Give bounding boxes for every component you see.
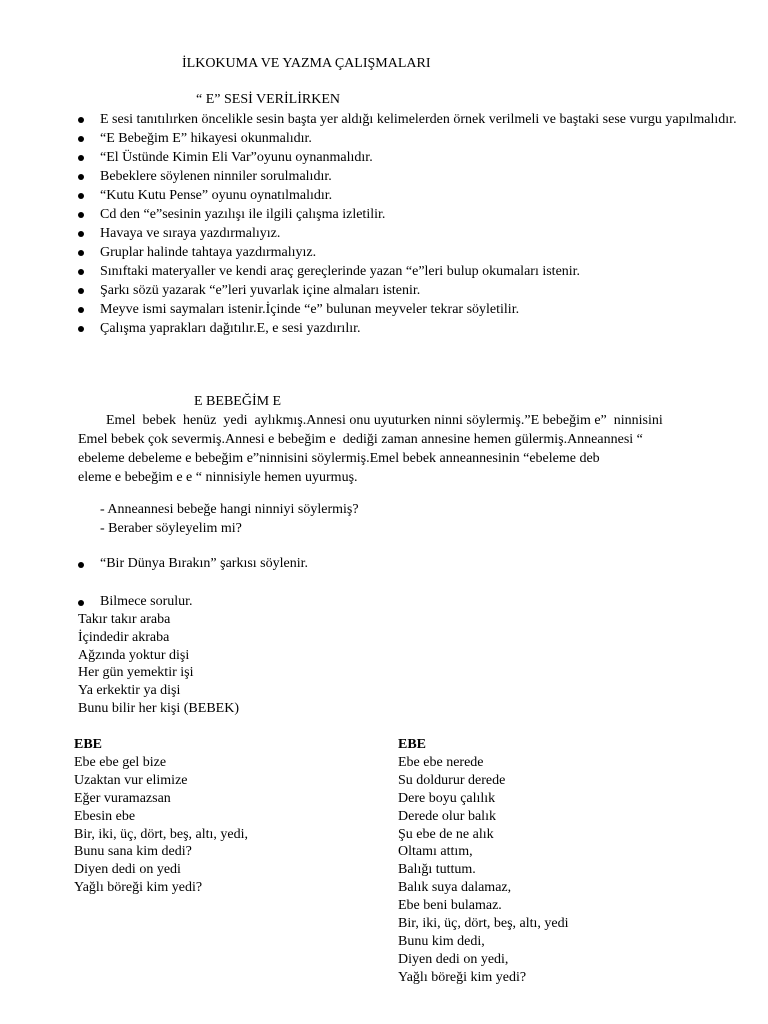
list-item [0, 281, 740, 300]
ebe-right-line: Bir, iki, üç, dört, beş, altı, yedi [398, 916, 569, 932]
section-subtitle: “ E” SESİ VERİLİRKEN [196, 92, 340, 107]
ebe-left-line: Eğer vuramazsan [74, 790, 171, 806]
ebe-left-line: Yağlı böreği kim yedi? [74, 880, 203, 896]
story-line: Emel bebek henüz yedi aylıkmış.Annesi onu uyuturken ninni söylermiş.”E bebeğim e” ninnisini [78, 413, 663, 428]
story-title: E BEBEĞİM E [194, 394, 282, 409]
list-item [0, 243, 740, 262]
ebe-right-line: Su doldurur derede [398, 772, 506, 788]
riddle-bullet-text: Bilmece sorulur. [100, 594, 193, 609]
story-line: Emel bebek çok severmiş.Annesi e bebeğim e dediği zaman annesine hemen gülermiş.Anneannesi “ [78, 432, 643, 447]
riddle-line: Takır takır araba [78, 612, 171, 627]
riddle-line: Her gün yemektir işi [78, 665, 194, 681]
page-title: İLKOKUMA VE YAZMA ÇALIŞMALARI [182, 56, 431, 71]
list-item-text: Meyve ismi saymaları istenir.İçinde “e” bulunan meyveler tekrar söyletilir. [100, 302, 520, 317]
ebe-left-line: Uzaktan vur elimize [74, 772, 188, 788]
list-item-text: Bebeklere söylenen ninniler sorulmalıdır. [100, 169, 332, 184]
list-item [0, 300, 740, 319]
story-question: - Beraber söyleyelim mi? [100, 521, 242, 536]
story-question: - Anneannesi bebeğe hangi ninniyi söylermiş? [100, 502, 359, 517]
story-line: eleme e bebeğim e e “ ninnisiyle hemen uyurmuş. [78, 470, 358, 485]
ebe-right-line: Diyen dedi on yedi, [398, 951, 509, 967]
bullet-icon [78, 212, 84, 218]
bullet-icon [78, 562, 84, 568]
ebe-right-column [398, 736, 569, 987]
story-text [78, 411, 748, 487]
ebe-right-line: Balık suya dalamaz, [398, 880, 512, 896]
bullet-icon [78, 307, 84, 313]
ebe-left-line: Bunu sana kim dedi? [74, 844, 192, 860]
list-item-text: Gruplar halinde tahtaya yazdırmalıyız. [100, 245, 317, 260]
list-item [0, 148, 740, 167]
riddle-text [78, 611, 239, 718]
ebe-left-line: Bir, iki, üç, dört, beş, altı, yedi, [74, 826, 249, 842]
list-item-text: Sınıftaki materyaller ve kendi araç gereçlerinde yazan “e”leri bulup okumaları istenir. [100, 264, 581, 279]
bullet-icon [78, 269, 84, 275]
bullet-icon [78, 326, 84, 332]
list-item-text: “E Bebeğim E” hikayesi okunmalıdır. [100, 131, 312, 146]
story-line: ebeleme debeleme e bebeğim e”ninnisini söylermiş.Emel bebek anneannesinin “ebeleme deb [78, 451, 600, 466]
list-item [0, 110, 740, 129]
list-item-text: E sesi tanıtılırken öncelikle sesin başta yer aldığı kelimelerden örnek verilmeli ve baştaki sese vurgu yapılmalıdır. [100, 112, 737, 127]
ebe-right-line: Ebe ebe nerede [398, 754, 484, 770]
bullet-icon [78, 155, 84, 161]
list-item [0, 167, 740, 186]
list-item [0, 319, 740, 338]
list-item [0, 262, 740, 281]
list-item [0, 129, 740, 148]
ebe-left-column [74, 736, 248, 897]
list-item-text: “El Üstünde Kimin Eli Var”oyunu oynanmalıdır. [100, 150, 373, 165]
riddle-line: Ağzında yoktur dişi [78, 647, 190, 663]
bullet-icon [78, 193, 84, 199]
riddle-line: İçindedir akraba [78, 629, 170, 645]
list-item-text: Cd den “e”sesinin yazılışı ile ilgili çalışma izletilir. [100, 207, 386, 222]
list-item-text: Şarkı sözü yazarak “e”leri yuvarlak içine almaları istenir. [100, 283, 421, 298]
bullet-icon [78, 174, 84, 180]
bullet-icon [78, 231, 84, 237]
list-item-text: Havaya ve sıraya yazdırmalıyız. [100, 226, 281, 241]
song-bullet-text: “Bir Dünya Bırakın” şarkısı söylenir. [100, 556, 309, 571]
list-item [0, 205, 740, 224]
bullet-icon [78, 250, 84, 256]
bullet-icon [78, 600, 84, 606]
instruction-list [0, 110, 740, 338]
ebe-left-line: Ebesin ebe [74, 808, 136, 824]
bullet-icon [78, 288, 84, 294]
ebe-right-heading: EBE [398, 737, 427, 752]
riddle-line: Ya erkektir ya dişi [78, 683, 181, 699]
ebe-right-line: Yağlı böreği kim yedi? [398, 969, 527, 985]
ebe-left-line: Diyen dedi on yedi [74, 862, 181, 878]
ebe-right-line: Oltamı attım, [398, 844, 473, 860]
list-item-text: Çalışma yaprakları dağıtılır.E, e sesi yazdırılır. [100, 321, 361, 336]
ebe-left-heading: EBE [74, 737, 103, 752]
ebe-right-line: Ebe beni bulamaz. [398, 898, 502, 914]
list-item [0, 186, 740, 205]
ebe-right-line: Balığı tuttum. [398, 862, 476, 878]
list-item-text: “Kutu Kutu Pense” oyunu oynatılmalıdır. [100, 188, 333, 203]
ebe-right-line: Bunu kim dedi, [398, 933, 485, 949]
ebe-right-line: Dere boyu çalılık [398, 790, 496, 806]
ebe-right-line: Derede olur balık [398, 808, 496, 824]
ebe-right-line: Şu ebe de ne alık [398, 826, 494, 842]
ebe-left-line: Ebe ebe gel bize [74, 754, 167, 770]
bullet-icon [78, 136, 84, 142]
list-item [0, 224, 740, 243]
bullet-icon [78, 117, 84, 123]
riddle-line: Bunu bilir her kişi (BEBEK) [78, 700, 239, 716]
